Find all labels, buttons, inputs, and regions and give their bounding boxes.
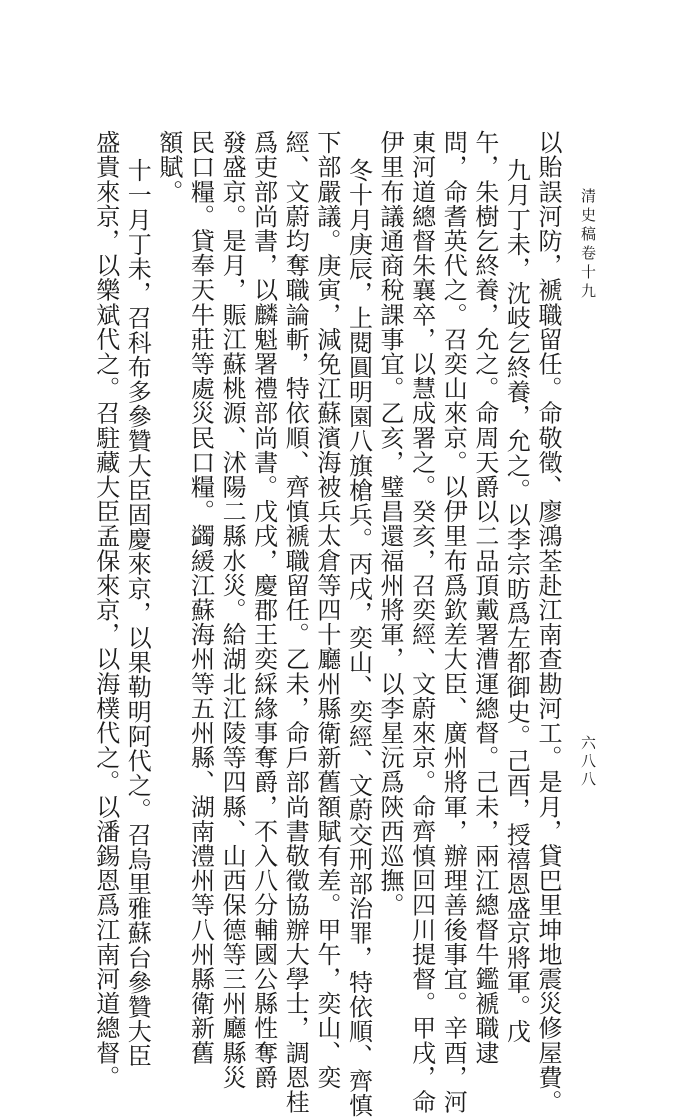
text-column: 以貽誤河防，褫職留任。命敬徵、廖鴻荃赴江南查勘河工。是月，貸巴里坤地震災修屋費。 [534, 130, 562, 1114]
text-column: 東河道總督朱襄卒，以慧成署之。癸亥，召奕經、文蔚來京。命齊慎回四川提督。甲戌，命 [407, 130, 436, 1114]
text-column: 九月丁未，沈岐乞終養，允之。以李宗昉爲左都御史。己酉，授禧恩盛京將軍。戊 [502, 158, 531, 1044]
text-column: 額賦。 [154, 130, 183, 204]
text-column: 十一月丁未，召科布多參贊大臣固慶來京，以果勒明阿代之。召烏里雅蘇台參贊大臣 [123, 158, 152, 1069]
text-column: 冬十月庚辰，上閱圓明園八旗槍兵。丙戌，奕山、奕經、文蔚交刑部治罪，特依順、齊慎 [344, 158, 373, 1117]
text-column: 伊里布議通商稅課事宜。乙亥，璧昌還福州將軍，以李星沅爲陝西巡撫。 [376, 130, 405, 918]
text-column: 盛貴來京，以樂斌代之。召駐藏大臣孟保來京，以海樸代之。以潘錫恩爲江南河道總督。 [91, 130, 120, 1090]
running-header: 清史稿卷十九 [579, 188, 597, 302]
text-column: 問，命耆英代之。召奕山來京。以伊里布爲欽差大臣、廣州將軍，辦理善後事宜。辛酉，河 [439, 130, 468, 1114]
text-column: 民口糧。貸奉天牛莊等處災民口糧。蠲緩江蘇海州等五州縣、湖南澧州等八州縣衛新舊 [186, 130, 215, 1065]
text-column: 發盛京。是月，賑江蘇桃源、沭陽二縣水災。給湖北江陵等四縣、山西保德等三州廳縣災 [218, 130, 247, 1090]
text-column: 經、文蔚均奪職論斬，特依順、齊慎褫職留任。乙未，命戶部尚書敬徵協辦大學士，調恩桂 [281, 130, 310, 1114]
page-number: 六八八 [579, 735, 597, 789]
text-column: 爲吏部尚書，以麟魁署禮部尚書。戊戌，慶郡王奕綵緣事奪爵，不入八分輔國公縣性奪爵 [249, 130, 278, 1090]
text-column: 午，朱樹乞終養，允之。命周天爵以二品頂戴署漕運總督。己未，兩江總督牛鑑褫職逮 [470, 130, 499, 1065]
body-text [91, 130, 563, 1117]
text-column: 下部嚴議。庚寅，減免江蘇濱海被兵太倉等四十廳州縣衛新舊額賦有差。甲午，奕山、奕 [312, 130, 341, 1090]
